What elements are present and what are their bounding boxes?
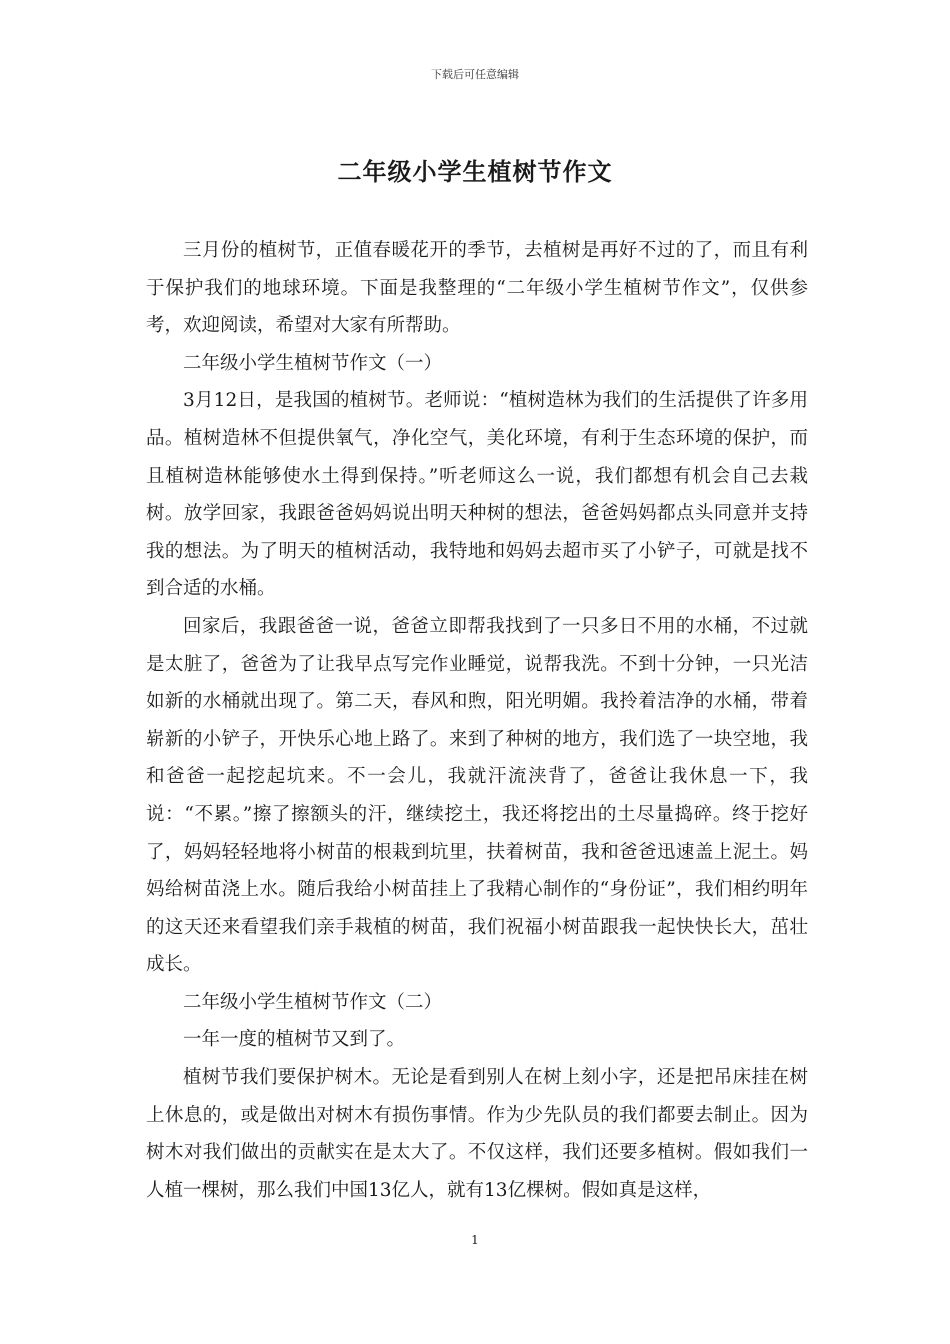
intro-paragraph: 三月份的植树节，正值春暖花开的季节，去植树是再好不过的了，而且有利于保护我们的地球环境。下面是我整理的“二年级小学生植树节作文”，仅供参考，欢迎阅读，希望对大家有所帮助。 — [146, 240, 808, 337]
essay-one-paragraph-1: 3月12日，是我国的植树节。老师说：“植树造林为我们的生活提供了许多用品。植树造林不但提供氧气，净化空气，美化环境，有利于生态环境的保护，而且植树造林能够使水土得到保持。”听老师这么一说，我们都想有机会自己去栽树。放学回家，我跟爸爸妈妈说出明天种树的想法，爸爸妈妈都点头同意并支持我的想法。为了明天的植树活动，我特地和妈妈去超市买了小铲子，可就是找不到合适的水桶。 — [146, 390, 808, 600]
section-heading-one: 二年级小学生植树节作文（一） — [183, 352, 443, 374]
document-title: 二年级小学生植树节作文 — [337, 157, 613, 186]
essay-two-paragraph-1: 一年一度的植树节又到了。 — [183, 1029, 406, 1051]
section-heading-two: 二年级小学生植树节作文（二） — [183, 991, 443, 1013]
document-body — [146, 232, 808, 1209]
page-header-note: 下载后可任意编辑 — [431, 68, 519, 81]
essay-two-paragraph-2: 植树节我们要保护树木。无论是看到别人在树上刻小字，还是把吊床挂在树上休息的，或是做出对树木有损伤事情。作为少先队员的我们都要去制止。因为树木对我们做出的贡献实在是太大了。不仅这样，我们还要多植树。假如我们一人植一棵树，那么我们中国13亿人，就有13亿棵树。假如真是这样， — [146, 1067, 808, 1201]
page-number: 1 — [471, 1233, 479, 1247]
essay-one-paragraph-2: 回家后，我跟爸爸一说，爸爸立即帮我找到了一只多日不用的水桶，不过就是太脏了，爸爸为了让我早点写完作业睡觉，说帮我洗。不到十分钟，一只光洁如新的水桶就出现了。第二天，春风和煦，阳光明媚。我拎着洁净的水桶，带着崭新的小铲子，开快乐心地上路了。来到了种树的地方，我们选了一块空地，我和爸爸一起挖起坑来。不一会儿，我就汗流浃背了，爸爸让我休息一下，我说：“不累。”擦了擦额头的汗，继续挖土，我还将挖出的土尽量捣碎。终于挖好了，妈妈轻轻地将小树苗的根栽到坑里，扶着树苗，我和爸爸迅速盖上泥土。妈妈给树苗浇上水。随后我给小树苗挂上了我精心制作的“身份证”，我们相约明年的这天还来看望我们亲手栽植的树苗，我们祝福小树苗跟我一起快快长大，茁壮成长。 — [146, 615, 808, 976]
